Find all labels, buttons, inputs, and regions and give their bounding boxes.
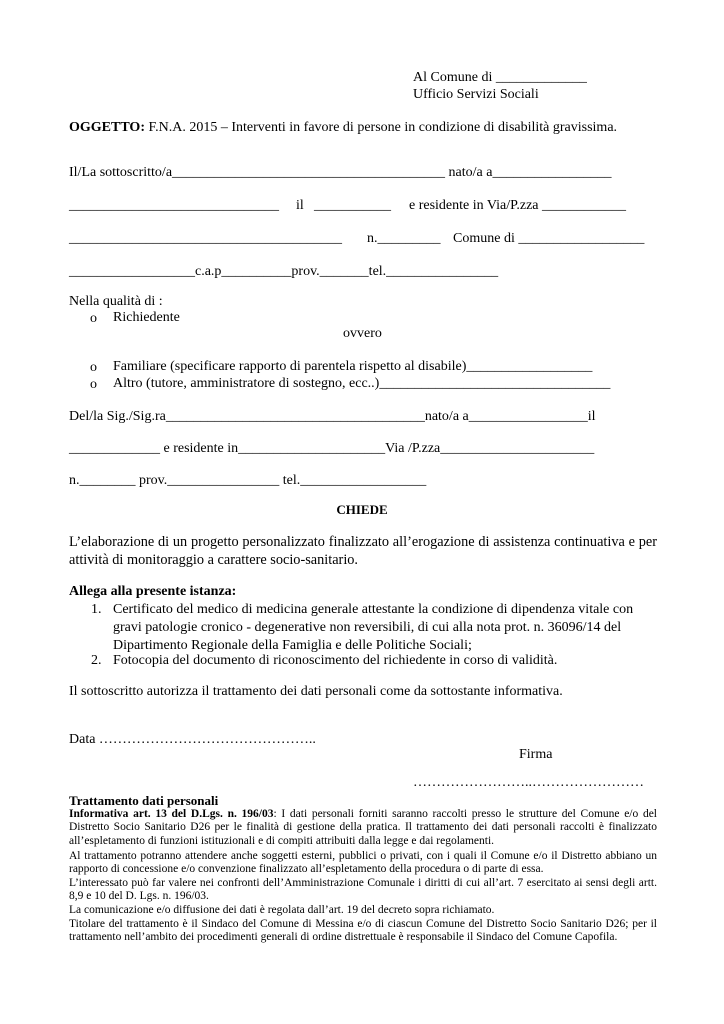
office-line: Ufficio Servizi Sociali [413,87,539,102]
attachment-text: Fotocopia del documento di riconoscimento del richiedente in corso di validità. [113,653,558,668]
privacy-paragraph-4: La comunicazione e/o diffusione dei dati è regolata dall’art. 19 del decreto sopra richiamato. [69,904,495,916]
privacy-paragraph-5: Titolare del trattamento è il Sindaco del Comune di Messina e/o di ciascun Comune del Distretto Socio Sanitario D26; per il trattamento nell’ambito dei procedimenti generali di ordine distrettuale è responsabile il Sindaco del Comune Capofila. [69,918,657,944]
birthdate-label: il [296,198,304,213]
privacy-title: Trattamento dati personali [69,793,219,808]
birthdate-field[interactable]: ___________ [314,198,391,213]
option-altro[interactable]: Altro (tutore, amministratore di sostegno, ecc..)_________________________________ [113,376,611,391]
attachment-text: Certificato del medico di medicina generale attestante la condizione di dipendenza vitale con gravi patologie cronico - degenerative non reversibili, di cui alla nota prot. n. 36096/14 del Dipartimento Regionale della Famiglia e delle Politiche Sociali; [113,602,634,653]
privacy-text-1: : I dati personali forniti saranno raccolti presso le strutture del Comune e/o del Distretto Socio Sanitario D26 per le finalità di gestione della pratica. Il trattamento dei dati personali raccolti è finalizzato all’espletamento di funzioni istituzionali e di compiti attribuiti dalla legge e dai regolamenti. [69,808,657,847]
beneficiary-contact-line[interactable]: n.________ prov.________________ tel.__________________ [69,473,427,488]
signature-label: Firma [519,747,553,762]
cap-prov-tel-field[interactable]: __________________c.a.p__________prov._______tel.________________ [69,264,499,279]
street-number-field[interactable]: n._________ [367,231,441,246]
privacy-paragraph-1 [69,808,657,848]
street-field[interactable]: _______________________________________ [69,231,342,246]
request-text: L’elaborazione di un progetto personalizzato finalizzato all’erogazione di assistenza continuativa e per attività di monitoraggio a carattere socio-sanitario. [69,534,657,568]
checkbox-familiare[interactable]: o [90,360,97,375]
consent-text: Il sottoscritto autorizza il trattamento dei dati personali come da sottostante informativa. [69,684,563,699]
option-familiare[interactable]: Familiare (specificare rapporto di parentela rispetto al disabile)__________________ [113,359,593,374]
quality-label: Nella qualità di : [69,294,163,309]
subject-label: OGGETTO: [69,120,145,135]
date-field[interactable]: Data ……………………………………….. [69,732,316,747]
attachment-item-2 [91,652,661,670]
attachment-item-1 [91,601,661,655]
attachment-number: 1. [91,602,102,617]
request-title: CHIEDE [336,502,388,517]
applicant-name-line[interactable]: Il/La sottoscritto/a_______________________________________ nato/a a_________________ [69,165,612,180]
signature-line[interactable]: ……………………..…………………… [413,775,644,790]
subject-line [69,120,617,136]
municipality-field[interactable]: Comune di __________________ [453,231,645,246]
beneficiary-name-line[interactable]: Del/la Sig./Sig.ra_____________________________________nato/a a_________________il [69,409,596,424]
option-richiedente: Richiedente [113,310,180,325]
or-label: ovvero [343,326,382,341]
birthplace-field[interactable]: ______________________________ [69,198,279,213]
residence-street-field[interactable]: e residente in Via/P.zza ____________ [409,198,627,213]
checkbox-altro[interactable]: o [90,377,97,392]
attachment-number: 2. [91,653,102,668]
privacy-paragraph-2: Al trattamento potranno attendere anche soggetti esterni, pubblici o privati, con i quali il Comune e/o il Distretto abbiano un rapporto di concessione e/o convenzione finalizzato all’espletamento della procedura o di parte di essa. [69,850,657,876]
addressee-line: Al Comune di _____________ [413,70,587,85]
subject-text: F.N.A. 2015 – Interventi in favore di persone in condizione di disabilità gravissima. [144,120,618,135]
beneficiary-residence-line[interactable]: _____________ e residente in_____________________Via /P.zza______________________ [69,441,595,456]
privacy-law-ref: Informativa art. 13 del D.Lgs. n. 196/03 [69,808,274,820]
checkbox-richiedente[interactable]: o [90,311,97,326]
privacy-paragraph-3: L’interessato può far valere nei confronti dell’Amministrazione Comunale i diritti di cui all’art. 7 esercitato ai sensi degli artt. 8,9 e 10 del D. Lgs. n. 196/03. [69,877,657,903]
attachments-title: Allega alla presente istanza: [69,584,237,599]
